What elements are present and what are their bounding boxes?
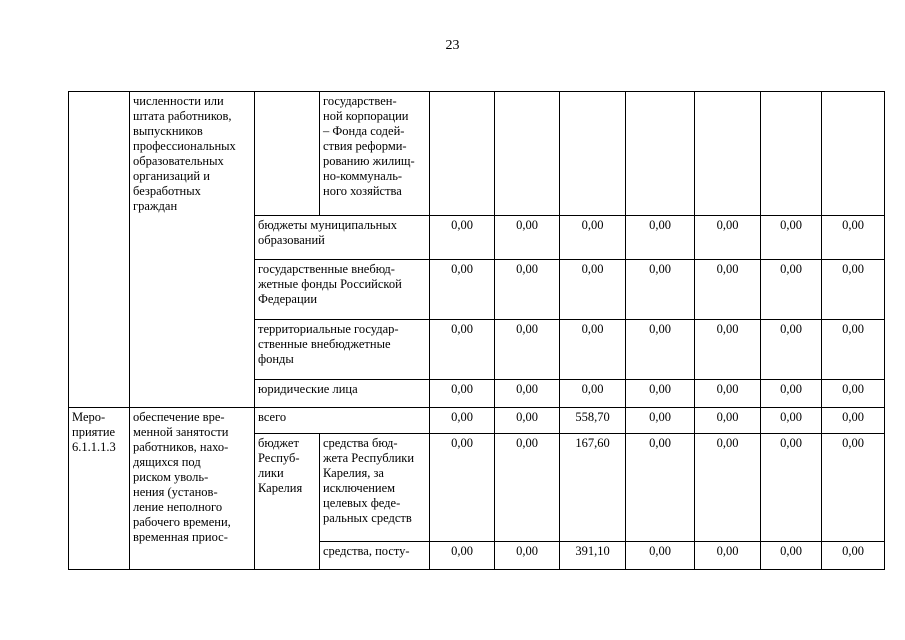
source-cell (255, 216, 430, 260)
source-text: государствен- ной корпорации – Фонда содей- ствия реформи- рованию жилищ- но-коммуналь- ного хозяйства (323, 94, 415, 198)
value-cell: 0,00 (495, 260, 560, 320)
value-cell (430, 92, 495, 216)
description-cell (130, 408, 255, 570)
value-cell: 0,00 (695, 542, 761, 570)
value-cell: 558,70 (560, 408, 626, 434)
table-row (69, 408, 885, 434)
value-cell: 0,00 (430, 260, 495, 320)
value-cell: 0,00 (822, 434, 885, 542)
source-cell (255, 380, 430, 408)
value-cell (761, 92, 822, 216)
value-cell: 0,00 (495, 408, 560, 434)
value-cell: 0,00 (560, 216, 626, 260)
value-cell: 0,00 (430, 542, 495, 570)
value-cell: 0,00 (761, 434, 822, 542)
value-cell: 0,00 (560, 380, 626, 408)
value-cell (560, 92, 626, 216)
description-text: обеспечение вре- менной занятости работников, нахо- дящихся под риском уволь- нения (установ- ление неполного рабочего времени, временная приос- (133, 410, 231, 544)
budget-table (68, 91, 885, 570)
source-text: государственные внебюд- жетные фонды Российской Федерации (258, 262, 402, 306)
value-cell: 0,00 (626, 216, 695, 260)
value-cell: 0,00 (430, 320, 495, 380)
value-cell: 0,00 (626, 380, 695, 408)
value-cell: 0,00 (695, 260, 761, 320)
value-cell: 0,00 (430, 434, 495, 542)
description-cell (130, 92, 255, 408)
value-cell: 0,00 (761, 408, 822, 434)
value-cell: 0,00 (626, 260, 695, 320)
source-cell (255, 260, 430, 320)
value-cell: 0,00 (695, 408, 761, 434)
value-cell: 0,00 (626, 320, 695, 380)
source-cell (320, 542, 430, 570)
value-cell: 0,00 (822, 542, 885, 570)
value-cell: 0,00 (695, 434, 761, 542)
total-label: всего (258, 410, 287, 424)
value-cell: 0,00 (495, 216, 560, 260)
value-cell (695, 92, 761, 216)
value-cell: 0,00 (695, 380, 761, 408)
source-text: юридические лица (258, 382, 358, 396)
source-cell (255, 320, 430, 380)
value-cell (822, 92, 885, 216)
value-cell: 0,00 (626, 542, 695, 570)
page-number: 23 (445, 38, 460, 53)
budget-group-cell (255, 434, 320, 570)
value-cell: 0,00 (822, 216, 885, 260)
source-text: средства, посту- (323, 544, 410, 558)
value-cell: 0,00 (822, 408, 885, 434)
value-cell: 0,00 (430, 380, 495, 408)
source-text: бюджеты муниципальных образований (258, 218, 397, 247)
budget-group-cell (255, 92, 320, 216)
value-cell: 0,00 (560, 320, 626, 380)
value-cell (626, 92, 695, 216)
value-cell: 391,10 (560, 542, 626, 570)
measure-label: Меро- приятие 6.1.1.1.3 (72, 410, 116, 454)
measure-label-cell (69, 92, 130, 408)
source-text: средства бюд- жета Республики Карелия, за исключением целевых феде- ральных средств (323, 436, 415, 525)
value-cell: 0,00 (495, 380, 560, 408)
value-cell: 167,60 (560, 434, 626, 542)
source-cell (255, 408, 430, 434)
value-cell: 0,00 (430, 408, 495, 434)
measure-label-cell (69, 408, 130, 570)
value-cell: 0,00 (822, 380, 885, 408)
value-cell: 0,00 (560, 260, 626, 320)
value-cell: 0,00 (626, 434, 695, 542)
value-cell: 0,00 (822, 320, 885, 380)
value-cell: 0,00 (761, 216, 822, 260)
table-row (69, 92, 885, 216)
value-cell: 0,00 (695, 216, 761, 260)
description-text: численности или штата работников, выпускников профессиональных образовательных организаций и безработных граждан (133, 94, 236, 213)
value-cell: 0,00 (695, 320, 761, 380)
value-cell: 0,00 (626, 408, 695, 434)
source-cell (320, 434, 430, 542)
value-cell (495, 92, 560, 216)
value-cell: 0,00 (761, 380, 822, 408)
source-text: территориальные государ- ственные внебюджетные фонды (258, 322, 399, 366)
value-cell: 0,00 (822, 260, 885, 320)
value-cell: 0,00 (430, 216, 495, 260)
value-cell: 0,00 (761, 320, 822, 380)
value-cell: 0,00 (495, 434, 560, 542)
budget-group-text: бюджет Респуб- лики Карелия (258, 436, 303, 495)
value-cell: 0,00 (495, 320, 560, 380)
source-cell (320, 92, 430, 216)
value-cell: 0,00 (495, 542, 560, 570)
value-cell: 0,00 (761, 260, 822, 320)
value-cell: 0,00 (761, 542, 822, 570)
